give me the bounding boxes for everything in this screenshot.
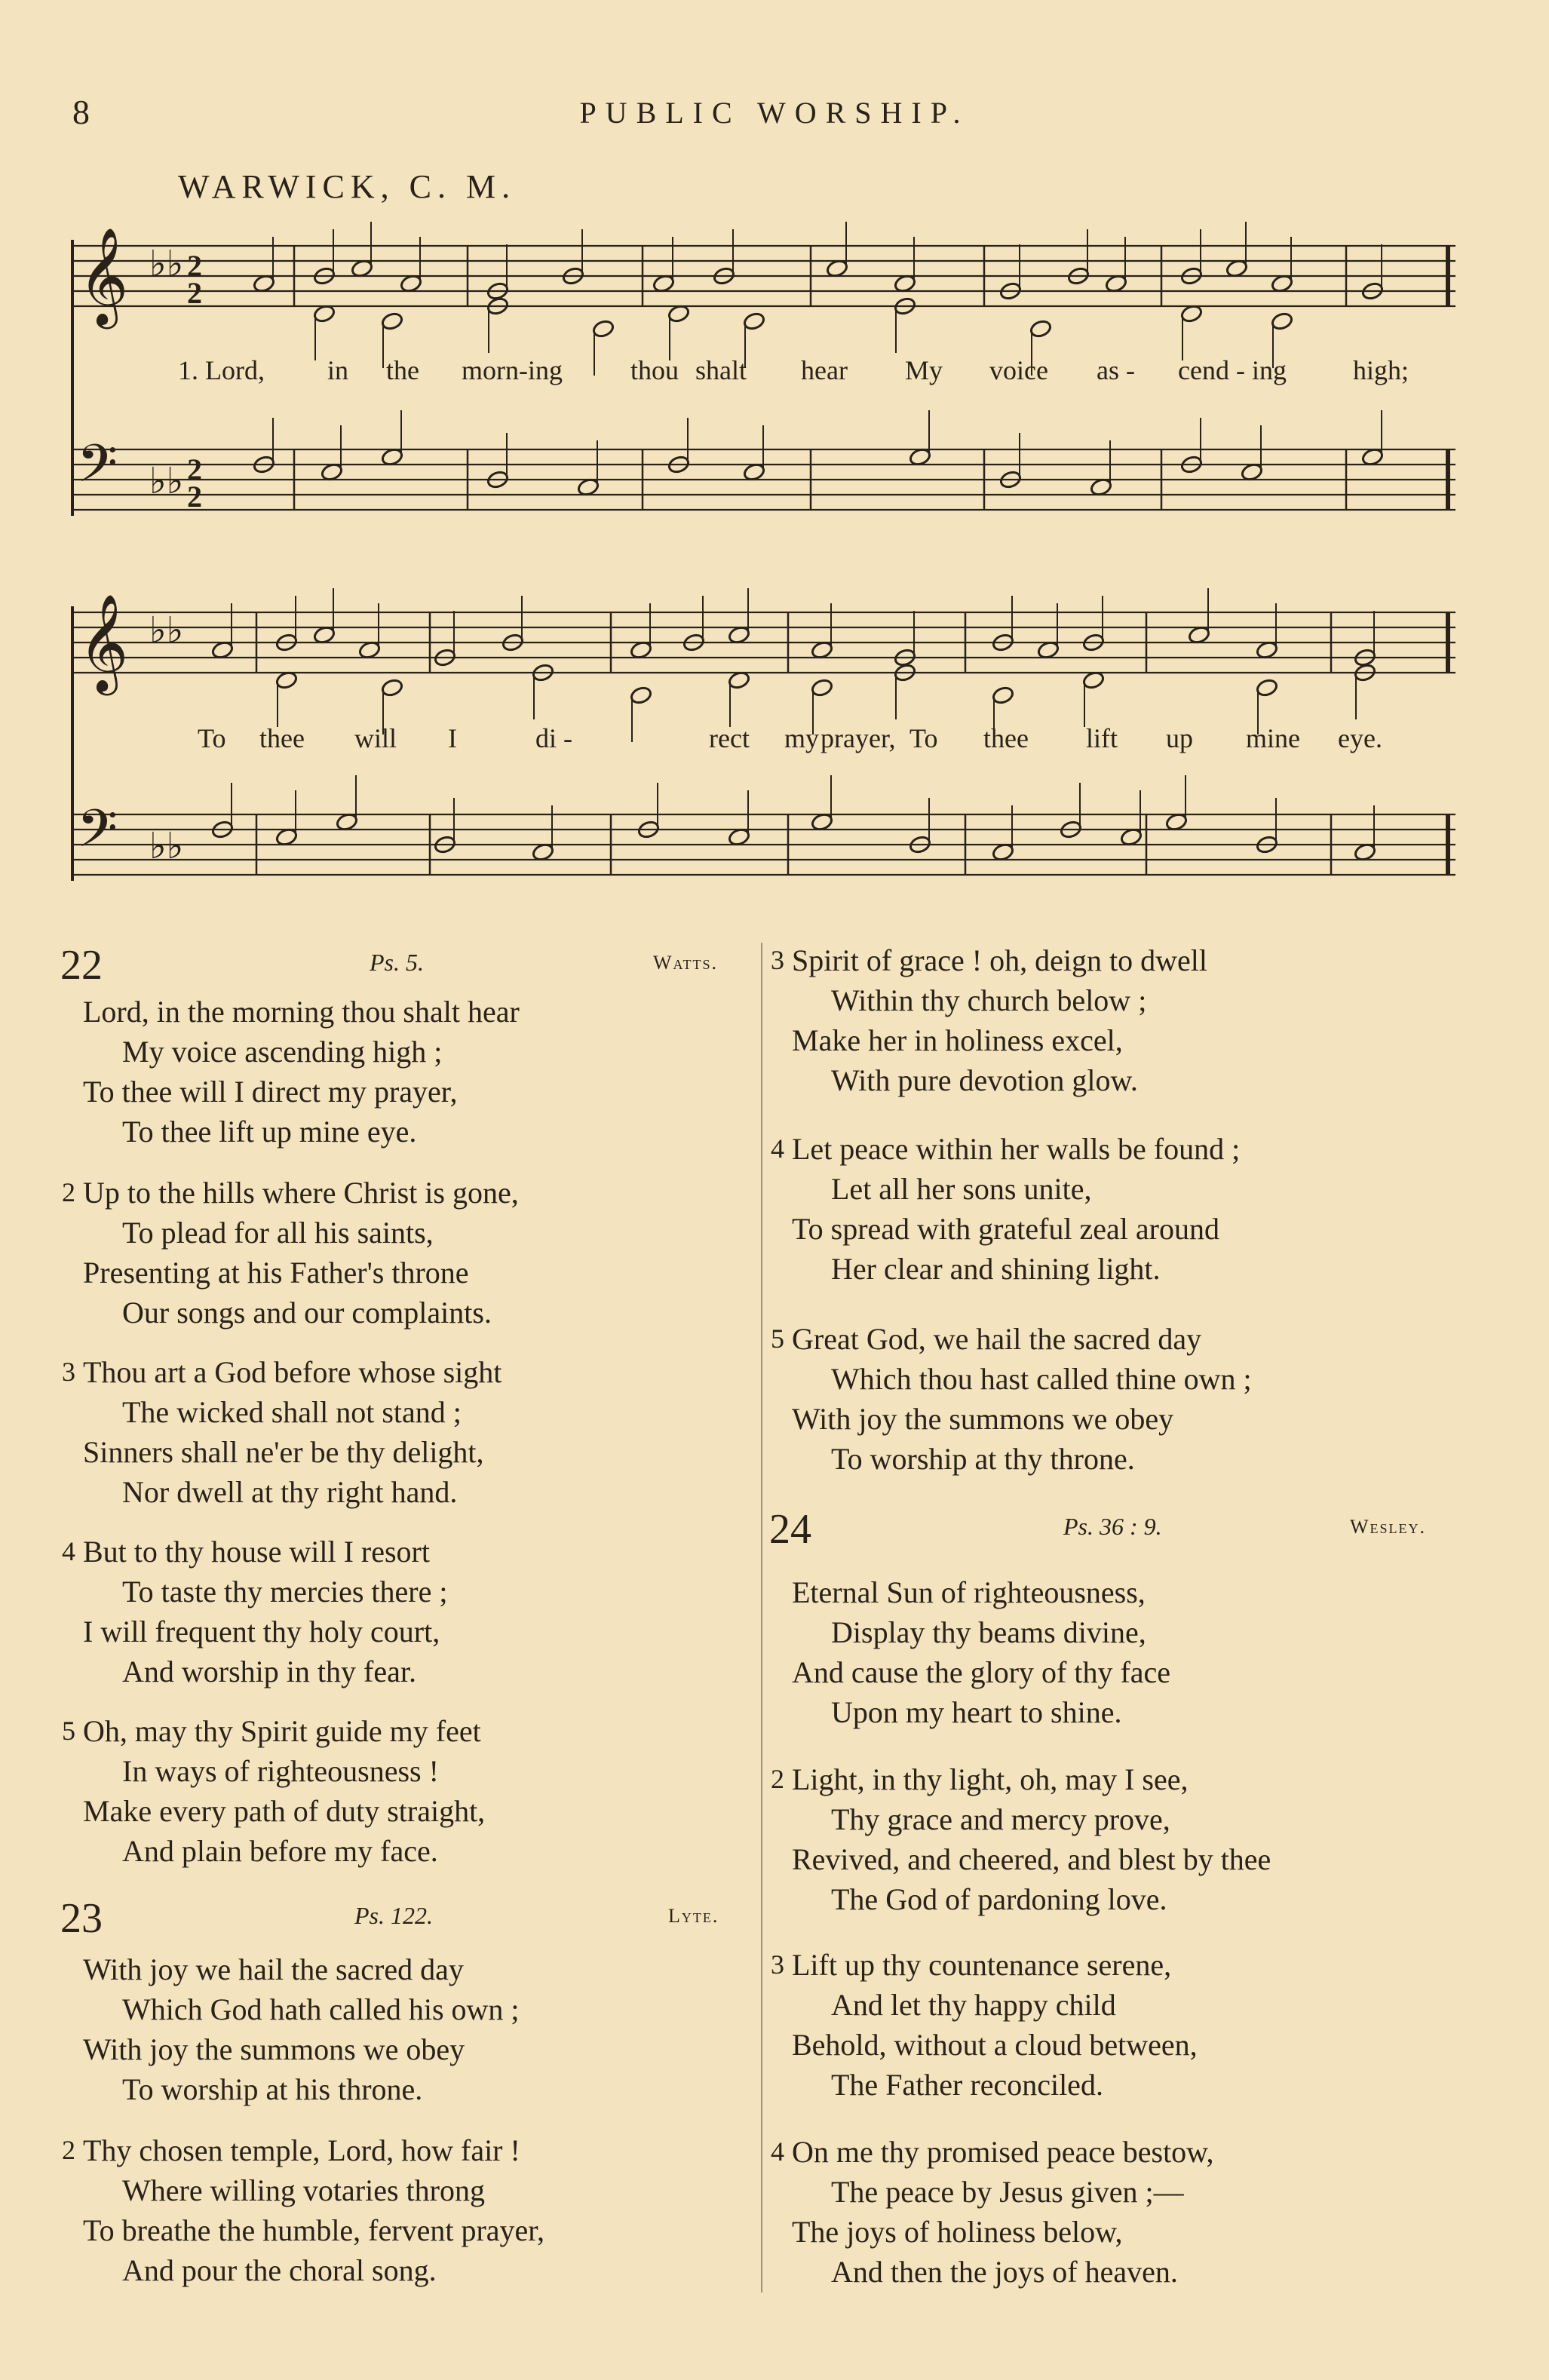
verse-line: Revived, and cheered, and blest by thee — [792, 1842, 1271, 1876]
verse-line: With joy we hail the sacred day — [83, 1952, 464, 1986]
verse-number: 3 — [62, 1357, 75, 1387]
column-divider — [761, 943, 762, 2293]
verse-line: To plead for all his saints, — [122, 1216, 434, 1250]
verse-line: Let peace within her walls be found ; — [792, 1132, 1241, 1166]
verse-line: Make her in holiness excel, — [792, 1023, 1123, 1057]
verse-line: Up to the hills where Christ is gone, — [83, 1176, 519, 1210]
note-head — [381, 678, 404, 698]
hymn-number: 24 — [769, 1506, 811, 1553]
note-head — [1256, 678, 1279, 698]
verse-line: With joy the summons we obey — [83, 2032, 465, 2066]
page-number: 8 — [72, 93, 90, 131]
note-head — [743, 311, 766, 331]
hymn-scripture-ref: Ps. 122. — [354, 1902, 433, 1929]
verse-line: The Father reconciled. — [831, 2068, 1103, 2102]
lyric-syllable: my — [784, 723, 820, 753]
verse-line: Make every path of duty straight, — [83, 1794, 486, 1828]
verse-number: 2 — [62, 2135, 75, 2165]
treble-clef-icon: 𝄞 — [78, 227, 129, 325]
verse-line: Her clear and shining light. — [831, 1252, 1161, 1286]
lyric-syllable: in — [327, 355, 349, 385]
verse-number: 3 — [771, 1949, 784, 1980]
flat-sign: ♭♭ — [149, 243, 184, 285]
verse-line: To spread with grateful zeal around — [792, 1212, 1219, 1246]
flat-sign: ♭♭ — [149, 460, 184, 502]
hymn-number: 22 — [60, 942, 103, 989]
hymn-scripture-ref: Ps. 36 : 9. — [1063, 1513, 1162, 1540]
verse-line: Let all her sons unite, — [831, 1172, 1092, 1206]
note-head — [592, 319, 615, 339]
verse-line: Spirit of grace ! oh, deign to dwell — [792, 943, 1207, 977]
bass-clef-icon: 𝄢 — [77, 798, 118, 872]
verse-line: The wicked shall not stand ; — [122, 1395, 462, 1429]
note-head — [1029, 319, 1053, 339]
verse-number: 4 — [62, 1536, 75, 1566]
verse-line: To thee lift up mine eye. — [122, 1115, 417, 1149]
verse-line: In ways of righteousness ! — [122, 1754, 439, 1788]
verse-line: But to thy house will I resort — [83, 1535, 430, 1569]
verse-line: And then the joys of heaven. — [831, 2255, 1178, 2289]
tune-name: WARWICK, C. M. — [178, 168, 517, 205]
verse-line: Lift up thy countenance serene, — [792, 1948, 1172, 1982]
verse-line: And let thy happy child — [831, 1988, 1116, 2022]
verse-line: Nor dwell at thy right hand. — [122, 1475, 458, 1509]
note-head — [811, 678, 834, 698]
lyric-syllable: as - — [1097, 355, 1135, 385]
verse-line: And plain before my face. — [122, 1834, 438, 1868]
verse-line: The peace by Jesus given ;— — [831, 2175, 1184, 2209]
verse-line: Presenting at his Father's throne — [83, 1256, 469, 1290]
lyric-syllable: thee — [983, 723, 1029, 753]
lyric-syllable: My — [905, 355, 943, 385]
running-header: PUBLIC WORSHIP. — [579, 96, 970, 130]
verse-line: Lord, in the morning thou shalt hear — [83, 995, 520, 1029]
verse-number: 3 — [771, 945, 784, 975]
verse-line: And pour the choral song. — [122, 2253, 437, 2287]
verse-line: To worship at thy throne. — [831, 1442, 1135, 1476]
verse-line: On me thy promised peace bestow, — [792, 2135, 1214, 2169]
verse-number: 5 — [771, 1323, 784, 1354]
lyric-syllable: voice — [989, 355, 1048, 385]
verse-number: 5 — [62, 1716, 75, 1746]
verse-number: 4 — [771, 2136, 784, 2167]
verse-line: The joys of holiness below, — [792, 2215, 1123, 2249]
treble-clef-icon: 𝄞 — [78, 593, 129, 692]
hymn-scripture-ref: Ps. 5. — [370, 949, 424, 976]
verse-number: 4 — [771, 1133, 784, 1164]
hymn-number: 23 — [60, 1895, 103, 1942]
verse-line: With pure devotion glow. — [831, 1063, 1138, 1097]
lyric-syllable: lift — [1086, 723, 1118, 753]
lyric-syllable: I — [448, 723, 457, 753]
bass-clef-icon: 𝄢 — [77, 433, 118, 507]
lyric-syllable: will — [354, 723, 397, 753]
verse-line: Which God hath called his own ; — [122, 1992, 520, 2026]
verse-line: I will frequent thy holy court, — [83, 1615, 440, 1649]
verse-line: Which thou hast called thine own ; — [831, 1362, 1252, 1396]
lyric-syllable: To — [198, 723, 226, 753]
lyric-syllable: rect — [709, 723, 750, 753]
verse-line: And worship in thy fear. — [122, 1655, 416, 1688]
verse-line: Our songs and our complaints. — [122, 1296, 492, 1330]
verse-line: Display thy beams divine, — [831, 1615, 1146, 1649]
lyric-syllable: cend - ing — [1178, 355, 1287, 385]
lyric-syllable: the — [386, 355, 419, 385]
lyric-syllable: high; — [1353, 355, 1409, 385]
lyric-syllable: 1. Lord, — [178, 355, 265, 385]
hymn-author: Watts. — [653, 952, 719, 974]
lyric-syllable: di - — [535, 723, 572, 753]
lyric-syllable: To — [909, 723, 938, 753]
verse-line: My voice ascending high ; — [122, 1035, 443, 1069]
lyric-syllable: mine — [1246, 723, 1300, 753]
time-signature-top: 2 — [187, 452, 202, 486]
verse-line: Great God, we hail the sacred day — [792, 1322, 1202, 1356]
verse-line: To thee will I direct my prayer, — [83, 1075, 458, 1109]
lyric-syllable: prayer, — [821, 723, 896, 753]
verse-line: Where willing votaries throng — [122, 2173, 485, 2207]
lyric-syllable: shalt — [695, 355, 747, 385]
verse-line: With joy the summons we obey — [792, 1402, 1174, 1436]
lyric-syllable: thee — [259, 723, 305, 753]
verse-line: Oh, may thy Spirit guide my feet — [83, 1714, 481, 1748]
verse-line: Thy chosen temple, Lord, how fair ! — [83, 2133, 520, 2167]
lyric-syllable: eye. — [1338, 723, 1382, 753]
lyric-syllable: hear — [801, 355, 848, 385]
verse-line: Upon my heart to shine. — [831, 1695, 1122, 1729]
verse-line: Thy grace and mercy prove, — [831, 1802, 1170, 1836]
hymn-author: Wesley. — [1350, 1516, 1427, 1538]
note-head — [630, 685, 653, 705]
lyric-syllable: up — [1166, 723, 1193, 753]
flat-sign: ♭♭ — [149, 609, 184, 652]
verse-line: To worship at his throne. — [122, 2072, 423, 2106]
note-head — [992, 685, 1015, 705]
hymn-author: Lyte. — [668, 1905, 719, 1927]
verse-line: Behold, without a cloud between, — [792, 2028, 1198, 2062]
verse-number: 2 — [62, 1177, 75, 1207]
verse-line: Eternal Sun of righteousness, — [792, 1575, 1146, 1609]
time-signature-bottom: 2 — [187, 276, 202, 310]
flat-sign: ♭♭ — [149, 825, 184, 867]
time-signature-top: 2 — [187, 249, 202, 283]
verse-line: And cause the glory of thy face — [792, 1655, 1171, 1689]
verse-number: 2 — [771, 1764, 784, 1794]
verse-line: To breathe the humble, fervent prayer, — [83, 2213, 544, 2247]
note-head — [381, 311, 404, 331]
note-head — [1271, 311, 1294, 331]
verse-line: Light, in thy light, oh, may I see, — [792, 1762, 1189, 1796]
verse-line: The God of pardoning love. — [831, 1882, 1167, 1916]
lyric-syllable: morn-ing — [462, 355, 563, 385]
verse-line: Thou art a God before whose sight — [83, 1355, 502, 1389]
verse-line: To taste thy mercies there ; — [122, 1575, 448, 1609]
verse-line: Within thy church below ; — [831, 983, 1147, 1017]
time-signature-bottom: 2 — [187, 480, 202, 514]
music-score — [0, 0, 1549, 935]
lyric-syllable: thou — [630, 355, 679, 385]
verse-line: Sinners shall ne'er be thy delight, — [83, 1435, 484, 1469]
